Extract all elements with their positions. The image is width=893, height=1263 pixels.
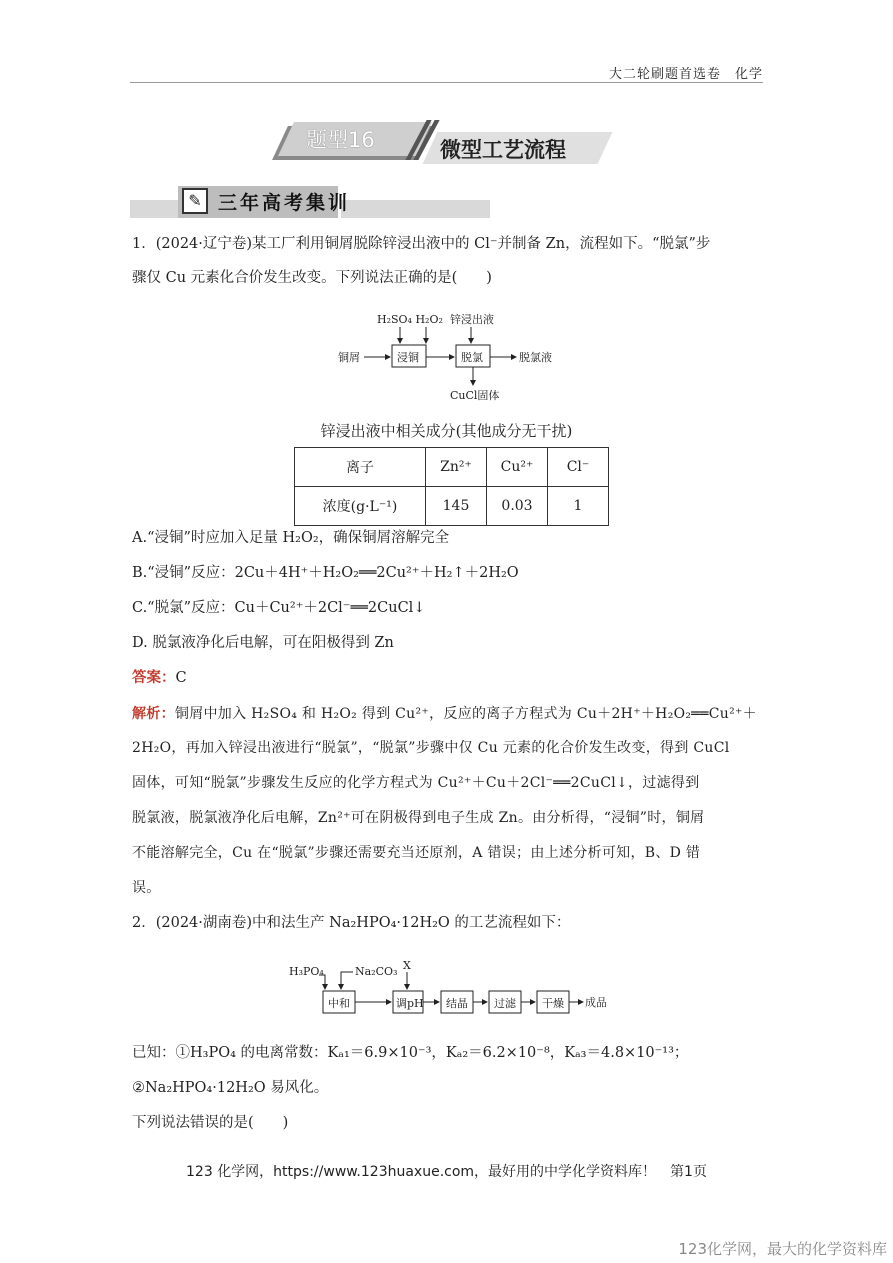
q1-option-a: A.“浸铜”时应加入足量 H₂O₂，确保铜屑溶解完全	[132, 530, 450, 546]
answer-label: 答案：	[132, 669, 176, 686]
q2-flow-in3: X	[403, 959, 411, 972]
table-cell: 浓度(g·L⁻¹)	[295, 487, 426, 526]
q1-flow-solid: CuCl固体	[450, 389, 500, 402]
table-cell: 0.03	[487, 487, 548, 526]
q1-option-b: B.“浸铜”反应：2Cu＋4H⁺＋H₂O₂══2Cu²⁺＋H₂↑＋2H₂O	[132, 565, 519, 581]
table-row	[295, 487, 609, 526]
table-cell: Cu²⁺	[487, 448, 548, 487]
table-cell: 1	[548, 487, 609, 526]
q1-flow-out: 脱氯液	[519, 351, 552, 364]
q1-flow-step1: 浸铜	[397, 351, 419, 364]
q2-stem: 2．(2024·湖南卷)中和法生产 Na₂HPO₄·12H₂O 的工艺流程如下：	[132, 915, 571, 931]
q1-stem-line2: 骤仅 Cu 元素化合价发生改变。下列说法正确的是( )	[132, 270, 492, 286]
q1-option-d: D. 脱氯液净化后电解，可在阳极得到 Zn	[132, 635, 394, 651]
q2-flow-s4: 过滤	[494, 997, 516, 1010]
topic-banner	[280, 118, 610, 168]
table-cell: Cl⁻	[548, 448, 609, 487]
q2-flow-in2: Na₂CO₃	[355, 965, 398, 978]
q1-explain-line1	[132, 704, 757, 724]
explain-label: 解析：	[132, 706, 175, 722]
q1-table-caption: 锌浸出液中相关成分(其他成分无干扰)	[320, 422, 573, 440]
q1-flow-input2: 锌浸出液	[450, 313, 494, 326]
q1-flow-reagents: H₂SO₄ H₂O₂	[377, 313, 443, 326]
table-cell: Zn²⁺	[426, 448, 487, 487]
q1-explain-line6: 误。	[132, 880, 161, 896]
banner-title: 微型工艺流程	[440, 138, 566, 162]
banner-number: 题型16	[306, 128, 375, 152]
table-cell: 145	[426, 487, 487, 526]
q1-option-c: C.“脱氯”反应：Cu＋Cu²⁺＋2Cl⁻══2CuCl↓	[132, 600, 426, 616]
answer-value: C	[175, 670, 187, 686]
q2-known2: ②Na₂HPO₄·12H₂O 易风化。	[132, 1080, 329, 1096]
table-cell: 离子	[295, 448, 426, 487]
explain-text: 铜屑中加入 H₂SO₄ 和 H₂O₂ 得到 Cu²⁺，反应的离子方程式为 Cu＋2H⁺＋H₂O₂══Cu²⁺＋	[174, 706, 757, 722]
q2-ask: 下列说法错误的是( )	[132, 1115, 289, 1131]
q1-explain-line2: 2H₂O，再加入锌浸出液进行“脱氯”，“脱氯”步骤中仅 Cu 元素的化合价发生改变，得到 CuCl	[132, 740, 730, 756]
q1-explain-line3: 固体，可知“脱氯”步骤发生反应的化学方程式为 Cu²⁺＋Cu＋2Cl⁻══2CuCl↓，过滤得到	[132, 775, 700, 791]
q1-stem-line1: 1．(2024·辽宁卷)某工厂利用铜屑脱除锌浸出液中的 Cl⁻并制备 Zn，流程如下。“脱氯”步	[132, 236, 711, 252]
q1-answer	[132, 668, 187, 688]
watermark: 123化学网，最大的化学资料库	[678, 1240, 887, 1258]
q1-explain-line4: 脱氯液，脱氯液净化后电解，Zn²⁺可在阴极得到电子生成 Zn。由分析得，“浸铜”时，铜屑	[132, 810, 705, 826]
section-title: 三年高考集训	[218, 192, 351, 214]
q1-table	[294, 447, 609, 526]
header-rule	[130, 82, 763, 83]
q2-flow-s2: 调pH	[396, 997, 424, 1010]
section-heading	[130, 180, 490, 220]
q2-flow-in1: H₃PO₄	[289, 965, 324, 978]
q2-flow-s5: 干燥	[542, 997, 564, 1010]
page-footer: 123 化学网，https://www.123huaxue.com，最好用的中学化学资料库！ 第1页	[186, 1164, 707, 1180]
table-row	[295, 448, 609, 487]
q2-flow-s3: 结晶	[446, 997, 468, 1010]
q1-flow-step2: 脱氯	[461, 351, 483, 364]
q2-flowchart	[285, 955, 625, 1017]
q1-explain-line5: 不能溶解完全，Cu 在“脱氯”步骤还需要充当还原剂，A 错误；由上述分析可知，B、D 错	[132, 845, 701, 861]
pencil-icon: ✎	[182, 188, 208, 214]
q2-flow-out: 成品	[585, 996, 607, 1009]
q2-flow-s1: 中和	[328, 997, 350, 1010]
q1-flowchart	[330, 305, 570, 405]
running-header: 大二轮刷题首选卷 化学	[608, 67, 763, 82]
q2-known1: 已知：①H₃PO₄ 的电离常数：Kₐ₁＝6.9×10⁻³，Kₐ₂＝6.2×10⁻⁸，Kₐ₃＝4.8×10⁻¹³；	[132, 1045, 689, 1061]
q1-flow-start: 铜屑	[338, 351, 360, 364]
